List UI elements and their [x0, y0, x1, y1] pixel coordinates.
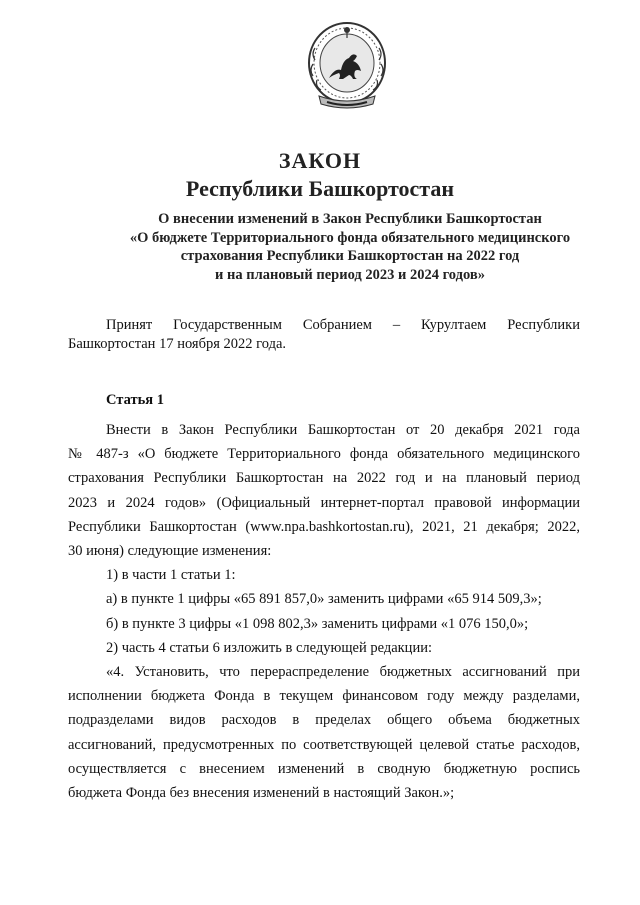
article-body [68, 418, 580, 805]
quote-line: исполнении бюджета Фонда в текущем финансовом году между разделами, [68, 688, 580, 705]
paragraph-line: Внести в Закон Республики Башкортостан от 20 декабря 2021 года [106, 422, 580, 438]
adoption-line: Башкортостан 17 ноября 2022 года. [68, 335, 287, 352]
document-issuer: Республики Башкортостан [185, 176, 455, 201]
quote-line: бюджета Фонда без внесения изменений в настоящий Закон.»; [68, 785, 455, 802]
list-item: а) в пункте 1 цифры «65 891 857,0» заменить цифрами «65 914 509,3»; [106, 591, 542, 608]
law-heading-line: «О бюджете Территориального фонда обязательного медицинского [129, 229, 571, 246]
adoption-line: Принят Государственным Собранием – Курултаем Республики [106, 317, 580, 333]
law-heading [60, 210, 640, 284]
paragraph-line: Республики Башкортостан (www.npa.bashkortostan.ru), 2021, 21 декабря; 2022, [68, 518, 580, 535]
paragraph-line: № 487-з «О бюджете Территориального фонда обязательного медицинского [68, 446, 580, 463]
paragraph-line: 2023 и 2024 годов» (Официальный интернет-портал правовой информации [68, 494, 580, 511]
article-title: Статья 1 [106, 392, 164, 408]
paragraph-line: 30 июня) следующие изменения: [68, 543, 272, 560]
list-item: 1) в части 1 статьи 1: [106, 567, 236, 584]
law-heading-line: О внесении изменений в Закон Республики Башкортостан [158, 211, 542, 227]
list-item: б) в пункте 3 цифры «1 098 802,3» заменить цифрами «1 076 150,0»; [106, 615, 529, 632]
law-heading-line: и на плановый период 2023 и 2024 годов» [215, 266, 485, 283]
paragraph-line: страхования Республики Башкортостан на 2022 год и на плановый период [68, 470, 580, 487]
bashkortostan-coat-of-arms-icon [305, 18, 389, 118]
quote-line: подразделами видов расходов в пределах общего объема бюджетных [68, 712, 580, 729]
document-title: ЗАКОН [278, 148, 362, 173]
adoption-statement [68, 316, 580, 353]
law-heading-line: страхования Республики Башкортостан на 2022 год [180, 248, 520, 264]
list-item: 2) часть 4 статьи 6 изложить в следующей редакции: [106, 639, 432, 656]
quote-line: осуществляется с внесением изменений в сводную бюджетную роспись [68, 760, 580, 777]
quote-line: ассигнований, предусмотренных по соответствующей целевой статье расходов, [68, 736, 580, 753]
quote-line: «4. Установить, что перераспределение бюджетных ассигнований при [106, 664, 580, 681]
